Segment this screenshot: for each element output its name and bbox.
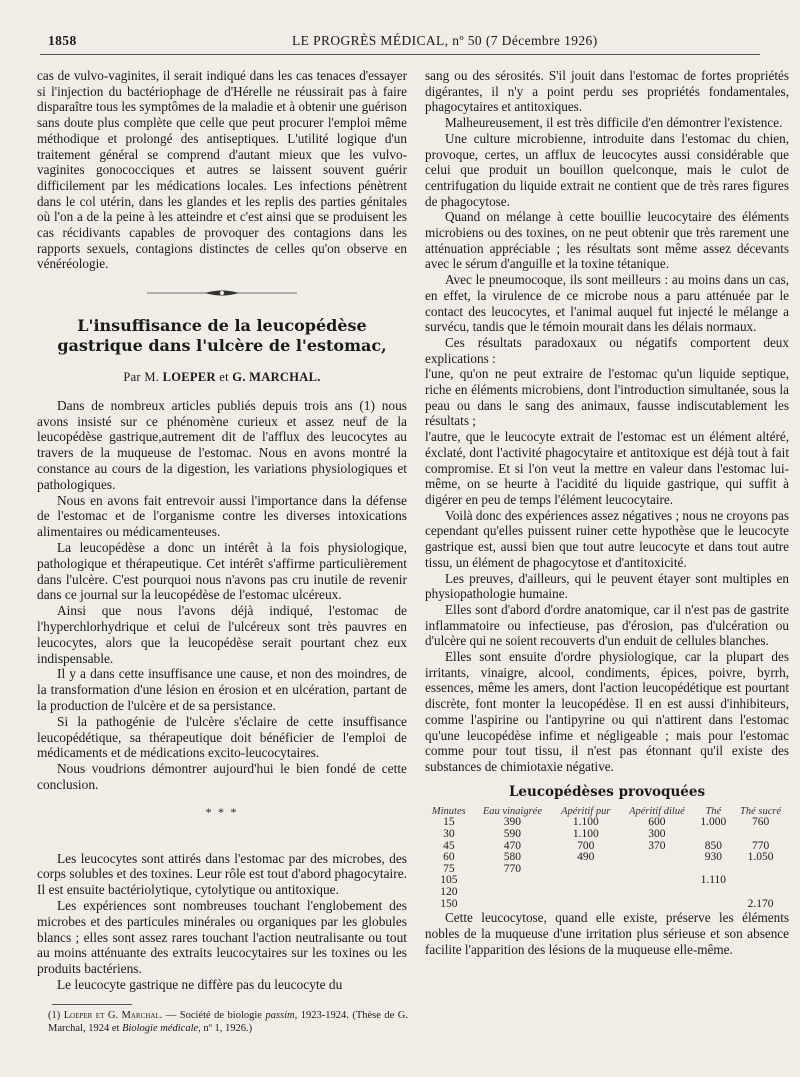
page-header	[48, 33, 760, 53]
table-cell: 15	[443, 816, 455, 829]
table-cell: 75	[443, 862, 455, 875]
paragraph: Avec le pneumocoque, ils sont meilleurs : au moins dans un cas, en effet, la virulence de ce microbe nous a paru atténuée par le contact des leucocytes, et l'animal auquel fut injecté le mélange a survécu, tandis que le témoin mourait dans les délais normaux.	[425, 272, 789, 335]
table-cell: 1.100	[572, 827, 599, 840]
column-header: Apéritif pur	[561, 806, 611, 818]
paragraph: sang ou des sérosités. S'il jouit dans l'estomac de fortes propriétés digérantes, il n'y a point perdu ses propriétés fondamentales, phagocytaires et antitoxiques.	[425, 68, 789, 115]
paragraph: l'une, qu'on ne peut extraire de l'estomac qu'un liquide septique, riche en éléments microbiens, dont l'introduction simultanée, sous la peau ou dans le sang des animaux, fausse indiscutablement les résultats ;	[425, 366, 789, 429]
section-stars: * * *	[205, 804, 239, 819]
table-row	[425, 875, 789, 887]
leucopedese-table	[425, 806, 789, 910]
paragraph: Malheureusement, il est très difficile d'en démontrer l'existence.	[445, 115, 783, 131]
left-column	[37, 68, 407, 993]
paragraph: l'autre, que le leucocyte extrait de l'estomac est un élément altéré, éxclaté, dont l'activité phagocytaire et antitoxique est déjà tout à fait compromise. Et si l'on veut la mettre en valeur dans l'estomac lui-même, on se heurte à l'acidité du liquide gastrique, qui suffit à digérer en peu de temps l'élément leucocytaire.	[425, 429, 789, 507]
table-cell	[695, 887, 733, 899]
table-cell	[695, 829, 733, 841]
table-row	[425, 852, 789, 864]
paragraph: Nous voudrions démontrer aujourd'hui le bien fondé de cette conclusion.	[37, 761, 407, 792]
byline	[37, 370, 407, 386]
table-cell	[695, 899, 733, 911]
footnote-passim: passim	[265, 1010, 295, 1021]
paragraph: Dans de nombreux articles publiés depuis trois ans (1) nous avons insisté sur ce phénomène curieux et assez neuf de la leucopédèse gastrique,autrement dit de l'afflux des leucocytes au travers de la muqueuse de l'estomac. Nous en avons montré la constance au cours de la digestion, les variations physiologiques et pathologiques.	[37, 397, 407, 492]
table-cell	[619, 864, 694, 876]
table-cell: 1.000	[700, 816, 727, 829]
table-cell: 150	[440, 897, 458, 910]
table-cell	[552, 875, 619, 887]
paragraph: Elles sont ensuite d'ordre physiologique, car la plupart des irritants, vinaigre, alcool, condiments, épices, poivre, byrrh, essences, même les amers, dont l'action leucopédétique est pourtant discrète, font monter la leucopédèse. Il en est aussi d'inhibiteurs, comme l'aspirine ou l'antipyrine ou qui n'attirent dans l'estomac qu'une leucopédèse infime et négligeable ; mais pour l'estomac comme pour tout tissu, il n'est pas étonnant qu'il existe des substances de chimiotaxie négative.	[425, 649, 789, 774]
author-1: LOEPER	[162, 370, 216, 385]
table-cell	[552, 899, 619, 911]
article-title: L'insuffisance de la leucopédèse gastrique dans l'ulcère de l'estomac,	[57, 316, 387, 356]
footnote-text: — Société de biologie	[162, 1010, 266, 1021]
table-cell	[473, 875, 553, 887]
column-header: Eau vinaigrée	[482, 806, 543, 818]
table-cell	[473, 887, 553, 899]
footnote-authors: Loeper et G. Marchal.	[63, 1010, 163, 1021]
table-row	[425, 829, 789, 841]
table-row	[425, 887, 789, 899]
table-row	[425, 841, 789, 853]
byline-et: et	[219, 370, 229, 385]
table-cell	[619, 887, 694, 899]
table-header-row	[425, 806, 789, 817]
paragraph: Si la pathogénie de l'ulcère s'éclaire de cette insuffisance leucopédétique, sa thérapeutique doit bénéficier de l'emploi de médicaments et de médications excito-leucocytaires.	[37, 713, 407, 761]
paragraph: Ainsi que nous l'avons déjà indiqué, l'estomac de l'hyperchlorhydrique et celui de l'ulcéreux sont très pauvres en leucocytes, alors que la leucopédèse serait pourtant chez eux indispensable.	[37, 603, 407, 666]
table-row	[425, 817, 789, 829]
table-cell: 700	[577, 839, 595, 852]
column-header: Thé	[705, 806, 722, 818]
paragraph: Ces résultats paradoxaux ou négatifs comportent deux explications :	[425, 334, 789, 366]
author-2: G. MARCHAL.	[232, 370, 321, 385]
table-cell	[552, 864, 619, 876]
paragraph: La leucopédèse a donc un intérêt à la fois physiologique, pathologique et thérapeutique. Cet intérêt s'affirme particulièrement dans l'ulcère. C'est pourquoi nous n'avons pas cru inutile de revenir dans ce journal sur la leucopédèse de l'estomac ulcéreux.	[37, 540, 407, 603]
footnote-text: , nº 1, 1926.)	[198, 1022, 253, 1034]
paragraph: Les leucocytes sont attirés dans l'estomac par des microbes, des corps solubles et des toxines. Leur rôle est tout d'abord phagocytaire. Il est ensuite bactériolytique, cytolytique ou antitoxique.	[37, 850, 407, 898]
table-cell: 470	[503, 839, 522, 852]
paragraph: Voilà donc des expériences assez négatives ; nous ne croyons pas cependant qu'elles puissent ruiner cette hypothèse que le leucocyte gastrique est, aussi bien que tout autre leucocyte et dans tout autre tissu, un élément de phagocytose et d'antitoxicité.	[425, 507, 789, 570]
table-cell: 850	[704, 839, 722, 852]
table-cell: 1.110	[700, 874, 727, 887]
table-cell: 590	[503, 827, 522, 840]
section-ornament	[37, 286, 407, 296]
table-cell	[619, 852, 694, 864]
right-column	[425, 68, 789, 957]
running-title: LE PROGRÈS MÉDICAL, nº 50 (7 Décembre 1926)	[292, 33, 598, 48]
paragraph: Quand on mélange à cette bouillie leucocytaire des éléments microbiens ou des toxines, on ne peut obtenir que très rarement une atténuation appréciable ; les résultats sont même assez décevants avec le sérum d'anguille et la toxine tétanique.	[425, 209, 789, 272]
byline-par: Par M.	[123, 370, 160, 385]
table-cell: 930	[704, 851, 722, 864]
table-cell	[619, 899, 694, 911]
table-cell: 760	[751, 816, 770, 829]
paragraph: Les expériences sont nombreuses touchant l'englobement des microbes et des particules minérales ou organiques par les globules blancs ; elles sont assez rares touchant l'action neutralisante ou tout au moins atténuante des extraits leucocytaires sur les toxines ou les produits bactériens.	[37, 897, 407, 977]
footnote-rule	[52, 1004, 132, 1005]
table-cell: 600	[648, 816, 666, 829]
table-cell: 1.100	[572, 816, 599, 829]
table-cell: 45	[443, 839, 455, 852]
table-cell: 390	[503, 816, 522, 829]
column-header: Minutes	[431, 806, 466, 818]
table-cell: 300	[648, 827, 666, 840]
table-cell: 120	[440, 885, 458, 898]
paragraph: Le leucocyte gastrique ne diffère pas du leucocyte du	[57, 976, 343, 992]
footnote-journal: Biologie médicale	[122, 1022, 199, 1034]
intro-paragraph: cas de vulvo-vaginites, il serait indiqué dans les cas tenaces d'essayer si l'injection du bactériophage de d'Hérelle ne réussirait pas à faire disparaître tous les symptômes de la maladie et à obtenir une guérison sans doute plus complète que celle que peut procurer l'emploi même méthodique et prolongé des antiseptiques. L'utilité logique d'un traitement général se comprend d'autant mieux que les vulvo-vaginites gonococciques et autres se laissent souvent guérir difficilement par les médications locales. Les infections pénètrent dans le col utérin, dans les glandes et les replis des parties génitales où l'on a de la peine à les atteindre et c'est ainsi que se produisent les cas récidivants capables de provoquer des contagions dans les rapports sexuels, contagions distinctes de celles qu'on observe en vénéréologie.	[37, 68, 407, 272]
page-number: 1858	[48, 33, 77, 48]
column-header: Apéritif dilué	[629, 806, 685, 818]
table-cell: 580	[503, 851, 522, 864]
table-cell	[732, 875, 789, 887]
paragraph: Elles sont d'abord d'ordre anatomique, car il n'est pas de gastrite inflammatoire ou infectieuse, pas d'érosion, pas d'ulcération ou d'ulcère qui ne soient recouverts d'un enduit de cellules blanches.	[425, 601, 789, 649]
table-cell	[732, 864, 789, 876]
table-cell: 370	[648, 839, 666, 852]
table-cell: 1.050	[747, 851, 774, 864]
footnote-text: , 1923-1924. (Thèse de G. Marchal, 1924 et	[48, 1010, 408, 1034]
header-rule	[40, 54, 760, 55]
footnote-number: (1)	[48, 1010, 61, 1021]
table-title: Leucopédèses provoquées	[508, 783, 706, 800]
table-cell	[732, 829, 789, 841]
table-cell: 770	[751, 839, 770, 852]
table-cell	[473, 899, 553, 911]
table-cell	[619, 875, 694, 887]
table-cell: 770	[503, 862, 522, 875]
column-header: Thé sucré	[740, 806, 782, 818]
paragraph: Cette leucocytose, quand elle existe, préserve les éléments nobles de la muqueuse d'une irritation plus sérieuse et son absence facilite l'apparition des lésions de la muqueuse elle-même.	[425, 910, 789, 957]
table-cell: 30	[443, 827, 455, 840]
paragraph: Il y a dans cette insuffisance une cause, et non des moindres, de la transformation d'une lésion en érosion et en ulcération, partant de la production de l'ulcère et de sa persistance.	[37, 666, 407, 713]
table-cell: 490	[577, 851, 595, 864]
table-cell	[732, 887, 789, 899]
table-cell	[552, 887, 619, 899]
paragraph: Les preuves, d'ailleurs, qui le peuvent étayer sont multiples en physiopathologie humaine.	[425, 570, 789, 602]
table-row	[425, 864, 789, 876]
paragraph: Une culture microbienne, introduite dans l'estomac du chien, provoque, certes, un afflux de leucocytes aussi considérable que celui que produit un bouillon quelconque, mais le culot de centrifugation du liquide extrait ne contient que de très rares figures de phagocytose.	[425, 130, 789, 209]
footnote	[48, 1010, 408, 1035]
paragraph: Nous en avons fait entrevoir aussi l'importance dans la défense de l'estomac et de l'organisme contre les diverses intoxications alimentaires ou médicamenteuses.	[37, 492, 407, 540]
table-cell: 105	[440, 874, 458, 887]
table-cell: 60	[443, 851, 455, 864]
table-row	[425, 899, 789, 911]
table-cell: 2.170	[747, 897, 774, 910]
